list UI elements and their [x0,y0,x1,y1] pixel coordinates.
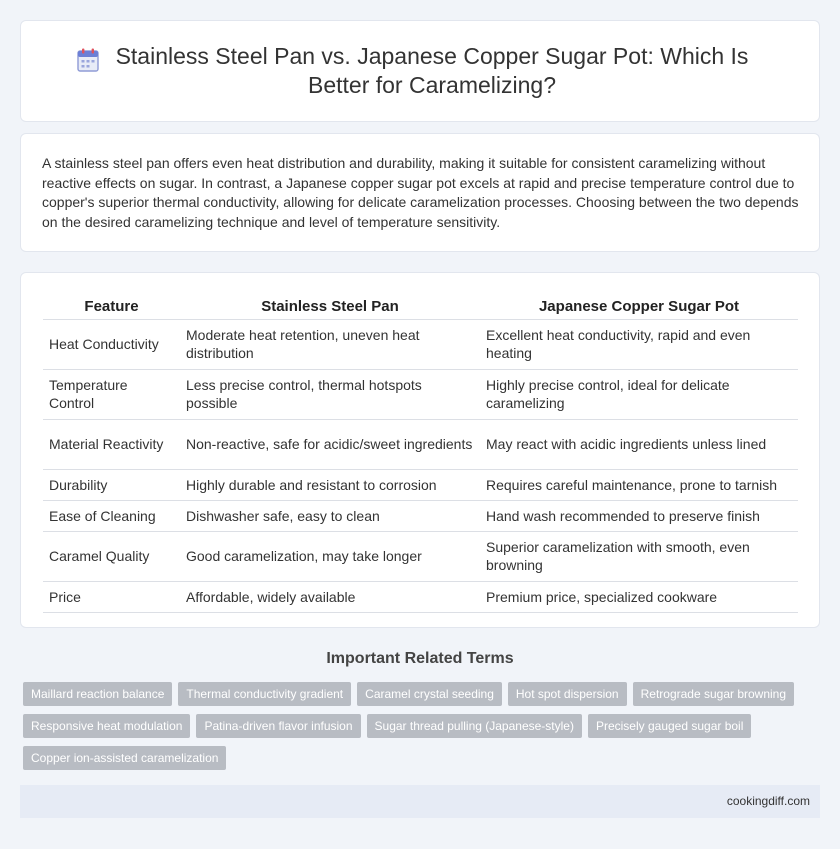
copper-cell: Hand wash recommended to preserve finish [480,500,798,531]
table-row [43,369,798,419]
tag-precisely-gauged-sugar-boil[interactable]: Precisely gauged sugar boil [588,714,751,738]
table-row [43,419,798,469]
header-stainless-steel: Stainless Steel Pan [180,295,480,319]
steel-cell: Affordable, widely available [180,581,480,612]
table-row [43,581,798,612]
tag-maillard-reaction-balance[interactable]: Maillard reaction balance [23,682,172,706]
copper-cell: Excellent heat conductivity, rapid and even heating [480,319,798,369]
feature-cell: Heat Conductivity [43,319,180,369]
feature-cell: Material Reactivity [43,419,180,469]
title-wrap [21,21,819,121]
table-row [43,531,798,581]
comparison-table-card [20,272,820,628]
feature-cell: Durability [43,469,180,500]
feature-cell: Caramel Quality [43,531,180,581]
table-row [43,500,798,531]
tag-responsive-heat-modulation[interactable]: Responsive heat modulation [23,714,190,738]
intro-paragraph: A stainless steel pan offers even heat distribution and durability, making it suitable for consistent caramelizing without reactive effects on sugar. In contrast, a Japanese copper sugar pot excels at rapid and precise temperature control due to copper's superior thermal conductivity, allowing for delicate caramelization processes. Choosing between the two depends on the desired caramelizing technique and level of temperature sensitivity. [42,155,799,230]
steel-cell: Dishwasher safe, easy to clean [180,500,480,531]
copper-cell: Premium price, specialized cookware [480,581,798,612]
steel-cell: Good caramelization, may take longer [180,531,480,581]
tag-thermal-conductivity-gradient[interactable]: Thermal conductivity gradient [178,682,351,706]
related-terms-title: Important Related Terms [326,650,514,667]
steel-cell: Less precise control, thermal hotspots possible [180,369,480,419]
table-header-row [43,295,798,319]
footer-site-link[interactable]: cookingdiff.com [726,794,810,808]
header-card [20,20,820,122]
steel-cell: Highly durable and resistant to corrosion [180,469,480,500]
copper-cell: May react with acidic ingredients unless lined [480,419,798,469]
related-terms-tags [23,682,823,770]
copper-cell: Superior caramelization with smooth, even browning [480,531,798,581]
feature-cell: Price [43,581,180,612]
tag-sugar-thread-pulling[interactable]: Sugar thread pulling (Japanese-style) [367,714,582,738]
page-title: Stainless Steel Pan vs. Japanese Copper Sugar Pot: Which Is Better for Caramelizing? [115,43,749,98]
tag-caramel-crystal-seeding[interactable]: Caramel crystal seeding [357,682,502,706]
calendar-icon [77,48,99,72]
tag-patina-driven-flavor-infusion[interactable]: Patina-driven flavor infusion [196,714,360,738]
comparison-table [43,295,798,613]
steel-cell: Non-reactive, safe for acidic/sweet ingredients [180,419,480,469]
table-row [43,319,798,369]
feature-cell: Ease of Cleaning [43,500,180,531]
footer [20,785,820,818]
intro-card [20,133,820,252]
tag-copper-ion-assisted-caramelization[interactable]: Copper ion-assisted caramelization [23,746,226,770]
feature-cell: Temperature Control [43,369,180,419]
copper-cell: Highly precise control, ideal for delicate caramelizing [480,369,798,419]
tag-hot-spot-dispersion[interactable]: Hot spot dispersion [508,682,627,706]
tag-retrograde-sugar-browning[interactable]: Retrograde sugar browning [633,682,794,706]
header-feature: Feature [43,295,180,319]
steel-cell: Moderate heat retention, uneven heat distribution [180,319,480,369]
copper-cell: Requires careful maintenance, prone to tarnish [480,469,798,500]
header-copper-pot: Japanese Copper Sugar Pot [480,295,798,319]
table-row [43,469,798,500]
